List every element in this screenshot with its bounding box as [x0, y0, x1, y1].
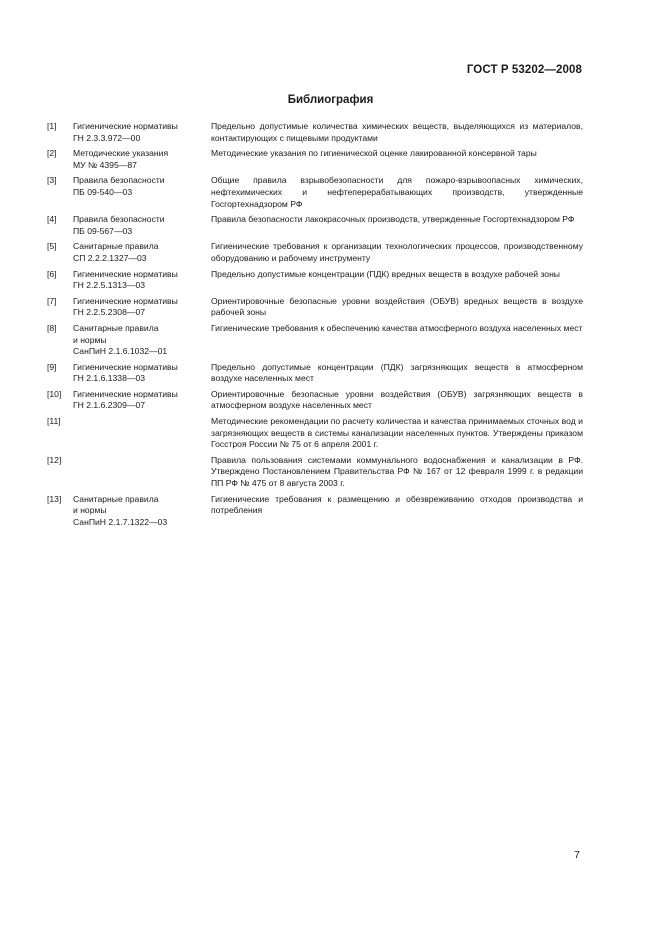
entry-number: [9]: [47, 361, 57, 372]
entry-source: [73, 389, 211, 412]
page-number: 7: [574, 849, 580, 861]
entry-source: [73, 214, 211, 237]
entry-source-line: ПБ 09-567—03: [73, 225, 133, 236]
entry-description: Ориентировочные безопасные уровни воздействия (ОБУВ) вредных веществ в воздухе рабочей зоны: [211, 295, 583, 318]
entry-source-line: СанПиН 2.1.6.1032—01: [73, 346, 168, 357]
entry-number: [4]: [47, 214, 57, 225]
bibliography-list: [47, 121, 583, 532]
bibliography-entry: [47, 494, 583, 529]
entry-number: [8]: [47, 322, 57, 333]
entry-number: [10]: [47, 388, 62, 399]
entry-description: Гигиенические требования к организации технологических процессов, производственному оборудованию и рабочему инструменту: [211, 241, 583, 263]
entry-source-line: и нормы: [73, 505, 107, 516]
entry-description: Правила пользования системами коммунального водоснабжения и канализации в РФ. Утверждено Постановлением Правительства РФ № 167 от 12 февраля 1999 г. в редакции ПП РФ № 475 от 8 августа 2003 г.: [211, 454, 583, 489]
entry-number: [12]: [47, 454, 62, 465]
entry-source-line: МУ № 4395—87: [73, 159, 137, 170]
entry-source-line: Гигиенические нормативы: [73, 361, 178, 372]
entry-source-line: Правила безопасности: [73, 175, 165, 186]
entry-description: Предельно допустимые количества химических веществ, выделяющихся из материалов, контактирующих с пищевыми продуктами: [211, 121, 583, 143]
entry-source-line: ПБ 09-540—03: [73, 186, 133, 197]
entry-description: Методические указания по гигиенической оценке лакированной консервной тары: [211, 148, 537, 159]
entry-source: [73, 494, 211, 529]
entry-source-line: СанПиН 2.1.7.1322—03: [73, 516, 168, 527]
bibliography-entry: [47, 323, 583, 358]
bibliography-entry: [47, 148, 583, 171]
entry-source-line: Санитарные правила: [73, 322, 159, 333]
entry-source-line: Гигиенические нормативы: [73, 388, 178, 399]
entry-description: Гигиенические требования к обеспечению качества атмосферного воздуха населенных мест: [211, 322, 583, 333]
entry-source: [73, 175, 211, 198]
entry-source: [73, 362, 211, 385]
entry-source-line: СП 2.2.2.1327—03: [73, 252, 147, 263]
bibliography-entry: [47, 389, 583, 412]
entry-source: [73, 323, 211, 358]
bibliography-entry: [47, 455, 583, 490]
entry-source: [73, 296, 211, 319]
entry-number: [5]: [47, 241, 57, 252]
entry-description: Ориентировочные безопасные уровни воздействия (ОБУВ) загрязняющих веществ в атмосферном воздухе населенных мест: [211, 388, 583, 411]
bibliography-entry: [47, 241, 583, 264]
entry-description: Методические рекомендации по расчету количества и качества принимаемых сточных вод и загрязняющих веществ в системы канализации населенных пунктов. Утверждены приказом Госстроя России № 75 от 6 апреля 2001 г.: [211, 416, 583, 450]
entry-number: [13]: [47, 493, 62, 504]
bibliography-entry: [47, 296, 583, 319]
entry-source: [73, 148, 211, 171]
entry-description: Правила безопасности лакокрасочных производств, утвержденные Госгортехнадзором РФ: [211, 214, 575, 225]
standard-number: ГОСТ Р 53202—2008: [466, 64, 582, 76]
entry-source-line: Гигиенические нормативы: [73, 295, 178, 306]
entry-number: [1]: [47, 121, 57, 131]
entry-source-line: ГН 2.3.3.972—00: [73, 132, 141, 143]
entry-source-line: ГН 2.2.5.1313—03: [73, 280, 146, 291]
entry-source: [73, 269, 211, 292]
entry-number: [11]: [47, 416, 61, 427]
bibliography-entry: [47, 269, 583, 292]
entry-description: Общие правила взрывобезопасности для пожаро-взрывоопасных химических, нефтехимических и нефтеперерабатывающих производств, утвержденные Госгортехнадзором РФ: [211, 175, 583, 209]
entry-number: [2]: [47, 148, 57, 159]
entry-description: Предельно допустимые концентрации (ПДК) вредных веществ в воздухе рабочей зоны: [211, 268, 560, 279]
entry-source-line: Гигиенические нормативы: [73, 121, 178, 131]
entry-description: Гигиенические требования к размещению и обезвреживанию отходов производства и потребления: [211, 493, 583, 516]
entry-number: [7]: [47, 295, 57, 306]
entry-source: [73, 241, 211, 264]
document-header: [467, 64, 582, 76]
bibliography-entry: [47, 121, 583, 144]
bibliography-entry: [47, 175, 583, 210]
entry-source-line: Гигиенические нормативы: [73, 268, 178, 279]
entry-number: [6]: [47, 268, 57, 279]
entry-source-line: и нормы: [73, 334, 107, 345]
bibliography-entry: [47, 362, 583, 385]
entry-source-line: Методические указания: [73, 148, 169, 159]
entry-source-line: Санитарные правила: [73, 493, 159, 504]
entry-source-line: ГН 2.2.5.2308—07: [73, 307, 146, 318]
entry-number: [3]: [47, 175, 57, 186]
entry-source-line: Санитарные правила: [73, 241, 159, 252]
bibliography-entry: [47, 214, 583, 237]
entry-description: Предельно допустимые концентрации (ПДК) загрязняющих веществ в атмосферном воздухе населенных мест: [211, 361, 583, 384]
page-title: Библиография: [287, 94, 374, 106]
entry-source-line: Правила безопасности: [73, 214, 165, 225]
entry-source-line: ГН 2.1.6.1338—03: [73, 373, 146, 384]
entry-source-line: ГН 2.1.6.2309—07: [73, 400, 146, 411]
bibliography-entry: [47, 416, 583, 451]
entry-source: [73, 121, 211, 144]
